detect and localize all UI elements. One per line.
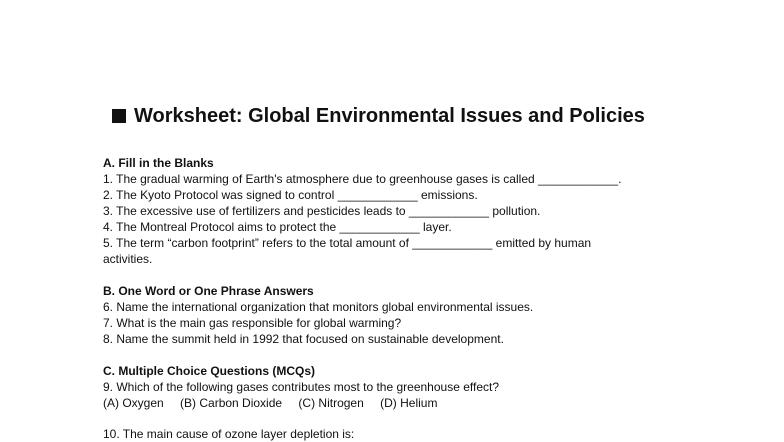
section-b-heading: B. One Word or One Phrase Answers — [103, 284, 314, 298]
question-7: 7. What is the main gas responsible for global warming? — [103, 316, 402, 330]
option-b: (B) Carbon Dioxide — [180, 396, 283, 410]
question-5-line-1: 5. The term “carbon footprint” refers to the total amount of ____________ emitted by human — [103, 236, 592, 250]
question-6: 6. Name the international organization that monitors global environmental issues. — [103, 300, 534, 314]
section-a-heading: A. Fill in the Blanks — [103, 156, 214, 170]
section-c-heading: C. Multiple Choice Questions (MCQs) — [103, 364, 316, 378]
square-bullet-icon — [112, 109, 126, 123]
question-5-line-2: activities. — [103, 252, 153, 266]
option-a: (A) Oxygen — [103, 396, 164, 410]
option-d: (D) Helium — [380, 396, 438, 410]
page-title — [112, 103, 732, 129]
question-2: 2. The Kyoto Protocol was signed to control ____________ emissions. — [103, 188, 478, 202]
question-4: 4. The Montreal Protocol aims to protect the ____________ layer. — [103, 220, 452, 234]
section-b — [103, 283, 703, 347]
question-3: 3. The excessive use of fertilizers and pesticides leads to ____________ pollution. — [103, 204, 541, 218]
question-10: 10. The main cause of ozone layer depletion is: — [103, 427, 355, 441]
question-spacer — [103, 411, 703, 426]
question-9-options — [103, 395, 703, 411]
page-title-text: Worksheet: Global Environmental Issues and Policies — [134, 105, 645, 127]
section-spacer — [103, 267, 703, 283]
question-9: 9. Which of the following gases contributes most to the greenhouse effect? — [103, 380, 500, 394]
worksheet-content — [103, 155, 703, 442]
section-spacer — [103, 347, 703, 363]
question-1: 1. The gradual warming of Earth's atmosphere due to greenhouse gases is called ____________. — [103, 172, 622, 186]
section-c — [103, 363, 703, 442]
section-a — [103, 155, 703, 267]
option-c: (C) Nitrogen — [298, 396, 364, 410]
question-8: 8. Name the summit held in 1992 that focused on sustainable development. — [103, 332, 504, 346]
